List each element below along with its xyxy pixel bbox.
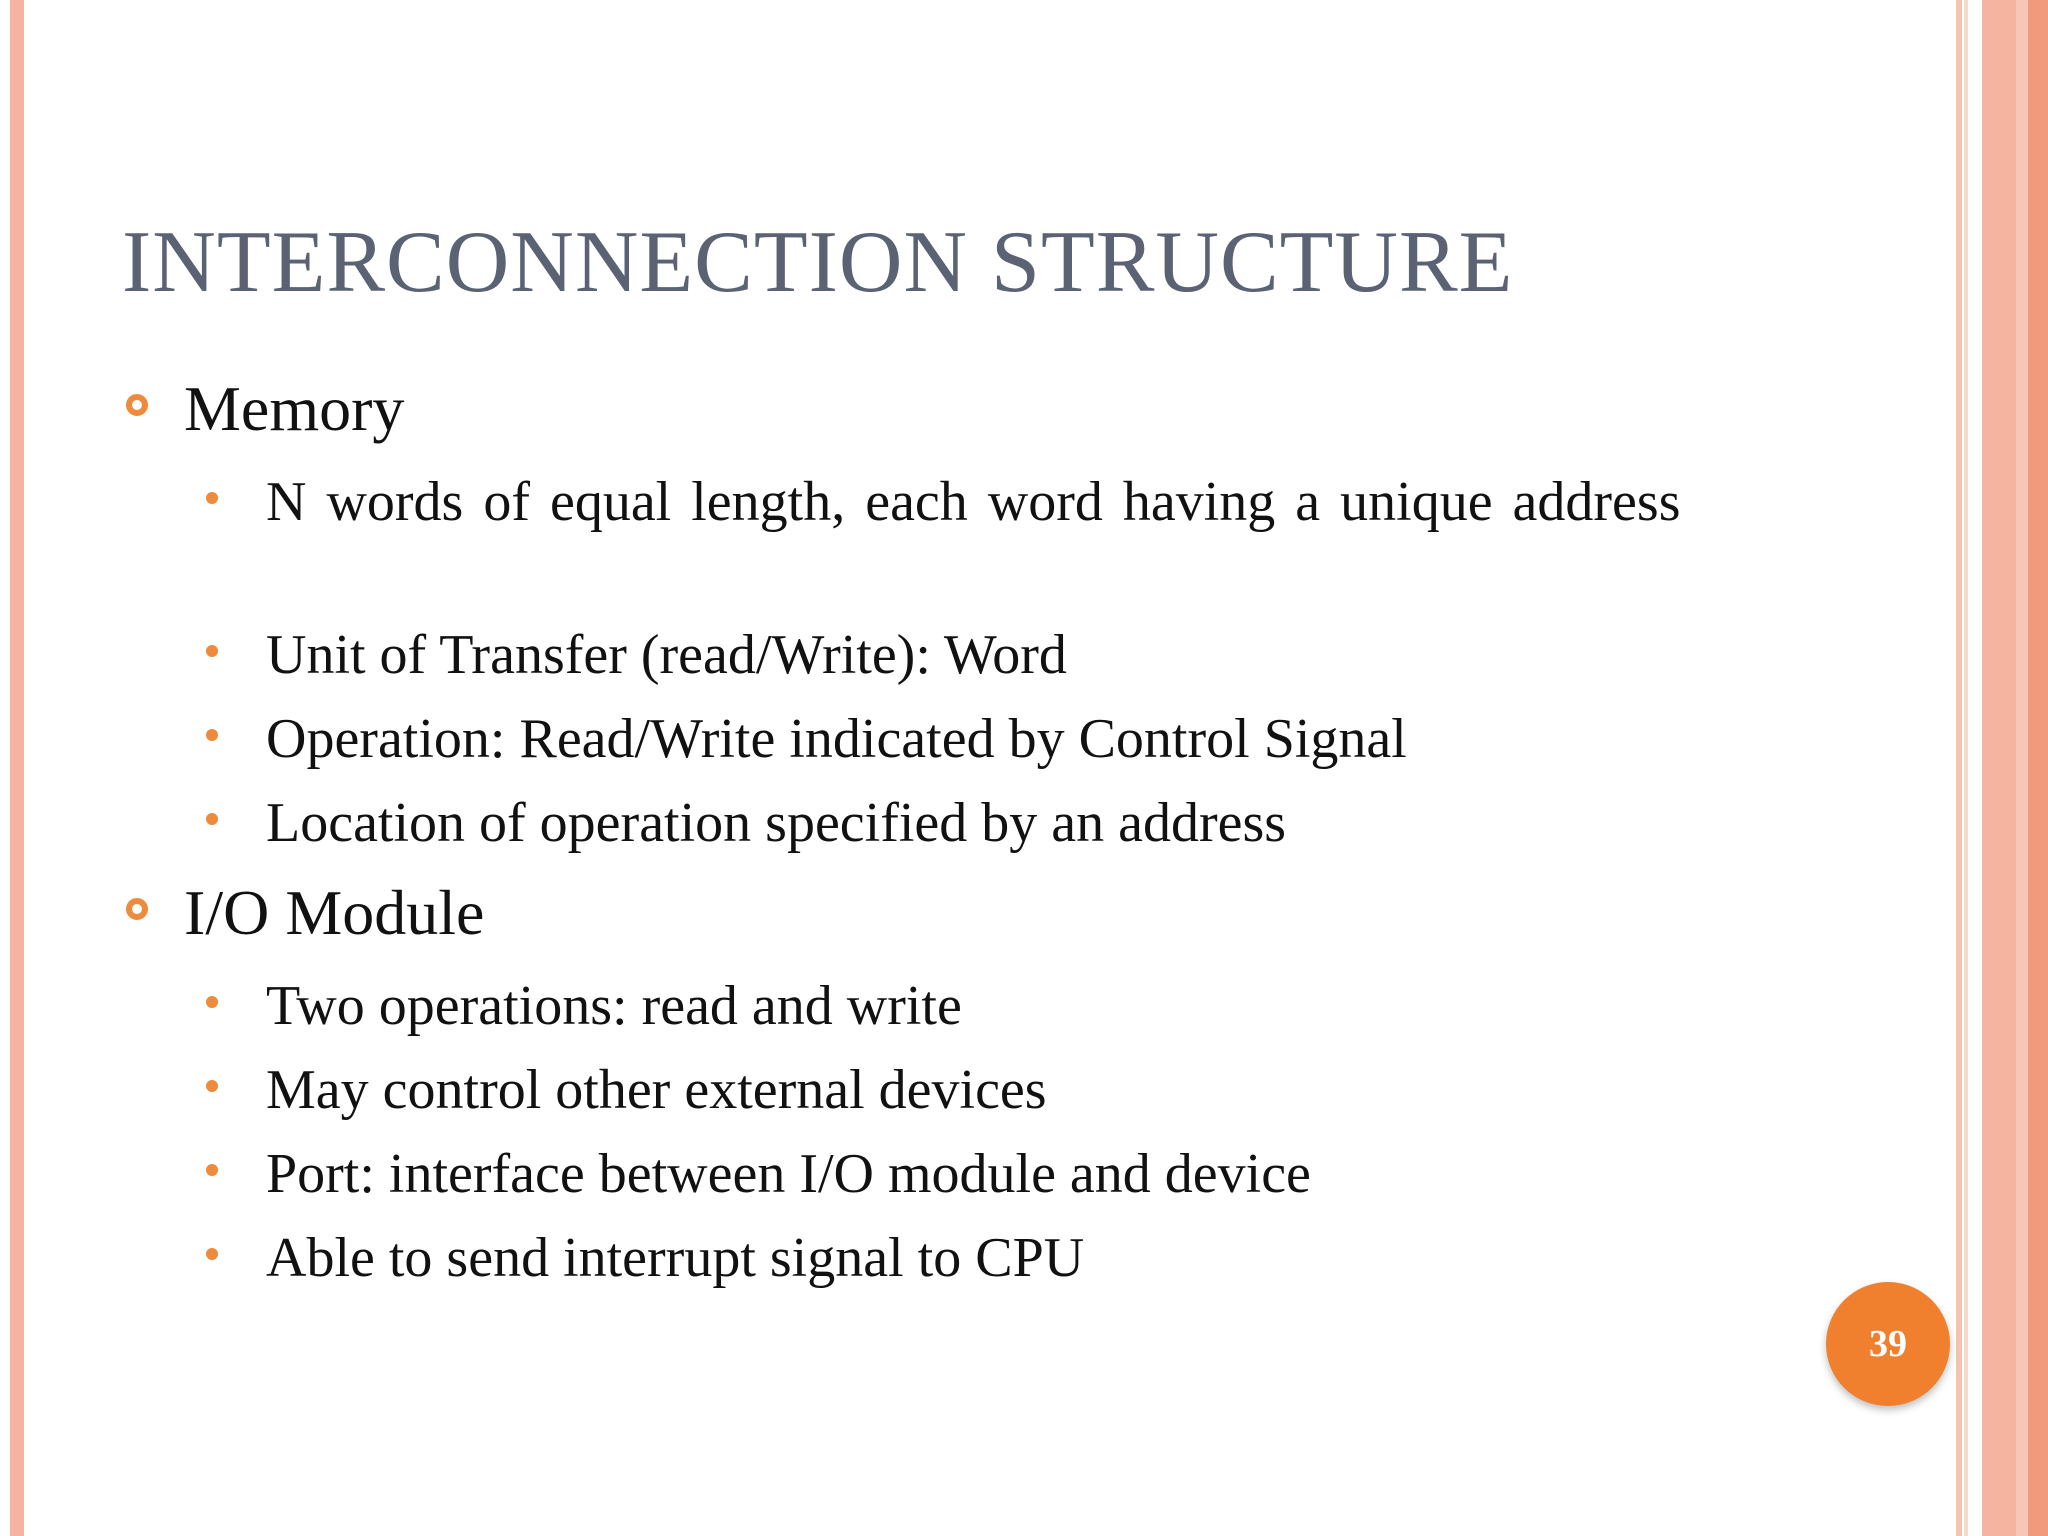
- slide-title: INTERCONNECTION STRUCTURE: [122, 214, 1514, 311]
- stripe: [1956, 0, 1962, 1536]
- dot-bullet-icon: [206, 645, 218, 657]
- dot-bullet-icon: [206, 729, 218, 741]
- section-heading-label: I/O Module: [184, 877, 485, 948]
- ring-bullet-icon: [126, 898, 148, 920]
- dot-bullet-icon: [206, 1080, 218, 1092]
- ring-bullet-icon: [126, 394, 148, 416]
- bullet-text: Location of operation specified by an address: [266, 792, 1287, 854]
- dot-bullet-icon: [206, 1248, 218, 1260]
- bullet-text: Able to send interrupt signal to CPU: [266, 1227, 1085, 1289]
- dot-bullet-icon: [206, 813, 218, 825]
- bullet-text: May control other external devices: [266, 1059, 1047, 1121]
- right-accent-stripes: [1956, 0, 2048, 1536]
- dot-bullet-icon: [206, 492, 218, 504]
- stripe: [1964, 0, 1968, 1536]
- bullet-text: Two operations: read and write: [266, 975, 962, 1037]
- bullet-text: Port: interface between I/O module and device: [266, 1143, 1311, 1205]
- stripe: [2016, 0, 2028, 1536]
- left-accent-stripe: [10, 0, 24, 1536]
- stripe: [2028, 0, 2048, 1536]
- bullet-text: N words of equal length, each word having a unique address: [266, 471, 1681, 533]
- page-number-badge: 39: [1826, 1282, 1950, 1406]
- section-heading-label: Memory: [184, 373, 405, 444]
- bullet-text: Unit of Transfer (read/Write): Word: [266, 624, 1067, 686]
- stripe: [1982, 0, 2016, 1536]
- bullet-text: Operation: Read/Write indicated by Control Signal: [266, 708, 1407, 770]
- dot-bullet-icon: [206, 996, 218, 1008]
- dot-bullet-icon: [206, 1164, 218, 1176]
